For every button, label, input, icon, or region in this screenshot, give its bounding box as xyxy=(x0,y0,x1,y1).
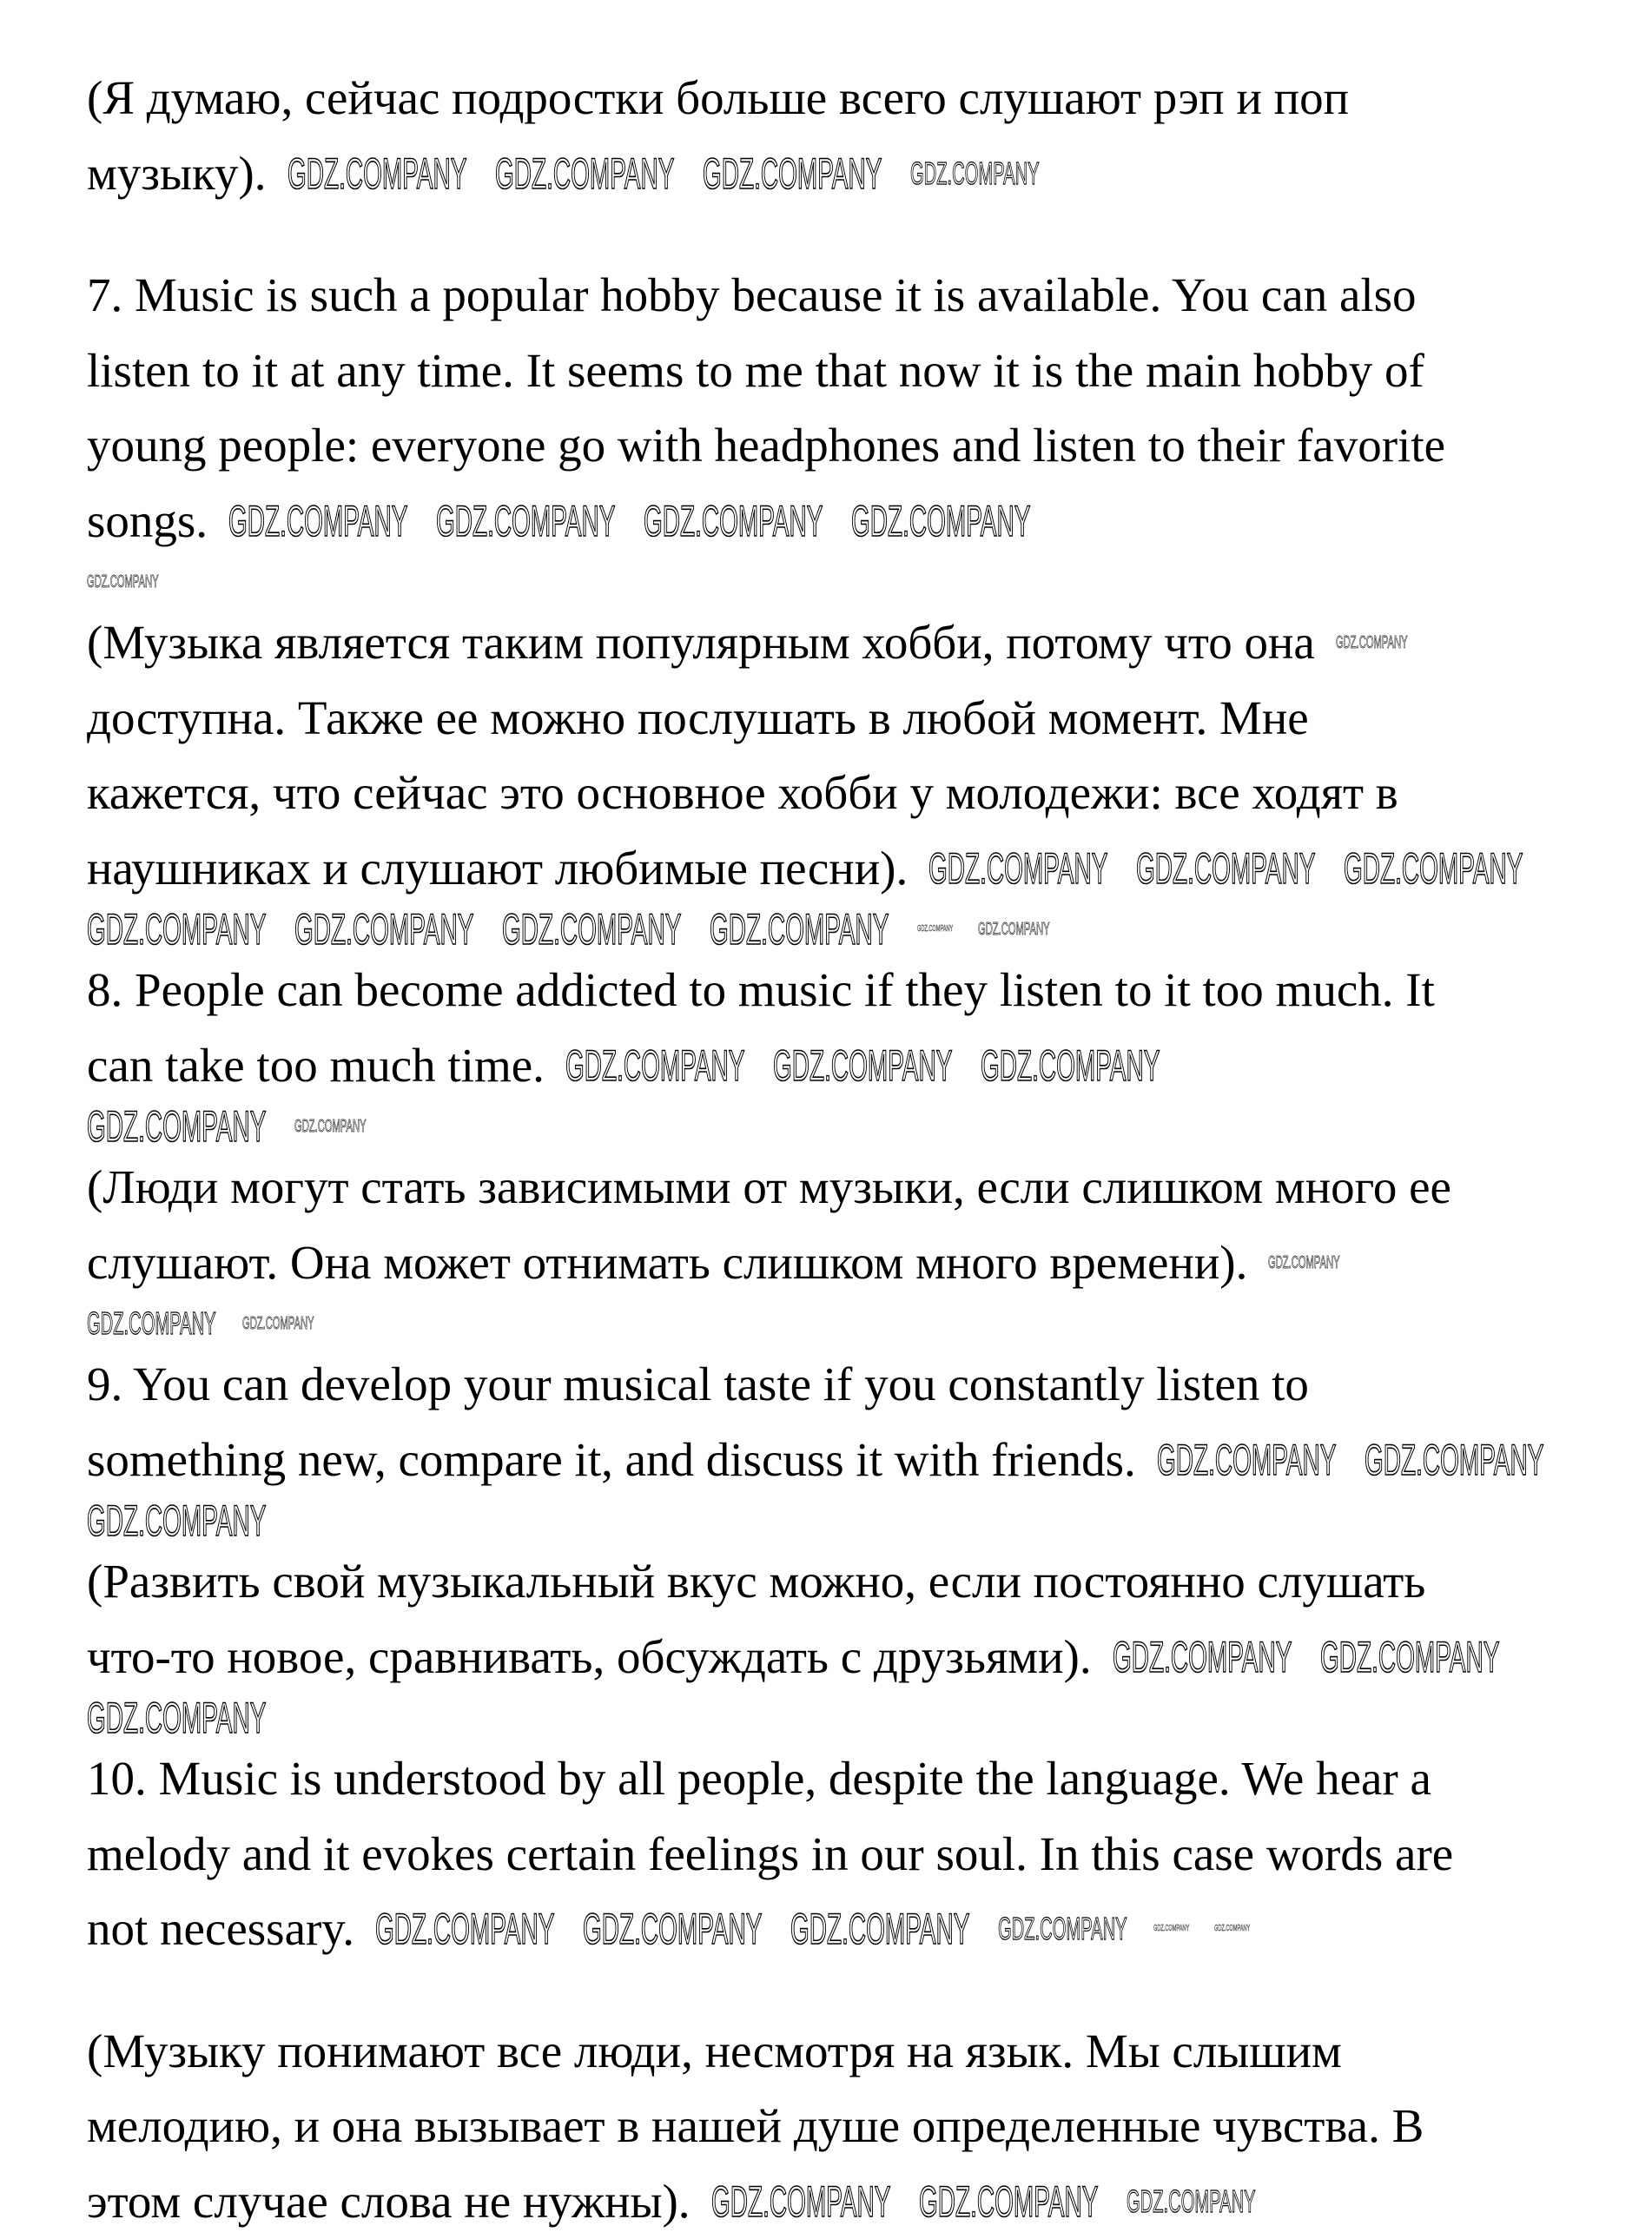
text-row xyxy=(87,1741,1633,1817)
watermark: GDZ.COMPANY xyxy=(228,499,407,543)
watermark: GDZ.COMPANY xyxy=(1344,847,1523,890)
watermark: GDZ.COMPANY xyxy=(87,908,266,951)
watermark-box xyxy=(1136,847,1323,890)
watermark-box xyxy=(1320,1635,1507,1679)
text-line: (Музыку понимают все люди, несмотря на язык. Мы слышим xyxy=(87,2014,1342,2090)
watermark-box xyxy=(87,1105,274,1148)
text-row xyxy=(87,953,1633,1028)
watermark: GDZ.COMPANY xyxy=(919,2180,1098,2223)
paragraph xyxy=(87,605,1633,906)
watermark-box xyxy=(710,908,896,951)
watermark-box xyxy=(294,1118,371,1135)
watermark: GDZ.COMPANY xyxy=(644,499,823,543)
watermark-box xyxy=(87,908,274,951)
watermark-box xyxy=(1336,634,1412,651)
watermark-box xyxy=(294,908,481,951)
text-line: melody and it evokes certain feelings in our soul. In this case words are xyxy=(87,1817,1453,1892)
text-row xyxy=(87,831,1633,907)
watermark: GDZ.COMPANY xyxy=(294,908,473,951)
watermark: GDZ.COMPANY xyxy=(1153,1925,1189,1933)
watermark: GDZ.COMPANY xyxy=(910,158,1040,189)
paragraph xyxy=(87,1150,1633,1300)
paragraph xyxy=(87,953,1633,1103)
paragraph xyxy=(87,1347,1633,1497)
text-line: доступна. Также ее можно послушать в любой момент. Мне xyxy=(87,681,1309,756)
text-line: 9. You can develop your musical taste if you constantly listen to xyxy=(87,1347,1309,1423)
watermark-row xyxy=(87,1300,1633,1347)
text-row xyxy=(87,2089,1633,2164)
paragraph xyxy=(87,1544,1633,1694)
text-row xyxy=(87,1225,1633,1301)
watermark-box xyxy=(919,2180,1106,2223)
paragraph xyxy=(87,258,1633,558)
watermark-box xyxy=(87,1696,274,1740)
watermark: GDZ.COMPANY xyxy=(790,1907,969,1951)
watermark: GDZ.COMPANY xyxy=(242,1315,314,1332)
text-line: 8. People can become addicted to music if they listen to it too much. It xyxy=(87,953,1435,1028)
watermark: GDZ.COMPANY xyxy=(1157,1438,1336,1482)
watermark-row xyxy=(87,1694,1633,1741)
text-row xyxy=(87,1423,1633,1498)
watermark-box xyxy=(978,921,1054,938)
watermark: GDZ.COMPANY xyxy=(287,152,466,195)
watermark-box xyxy=(981,1044,1167,1087)
text-line: songs. xyxy=(87,484,208,559)
watermark-box xyxy=(242,1315,319,1332)
watermark: GDZ.COMPANY xyxy=(928,847,1107,890)
text-row xyxy=(87,1544,1633,1620)
watermark: GDZ.COMPANY xyxy=(1113,1635,1292,1679)
watermark: GDZ.COMPANY xyxy=(1268,1254,1340,1271)
watermark: GDZ.COMPANY xyxy=(703,152,882,195)
watermark: GDZ.COMPANY xyxy=(495,152,674,195)
watermark-box xyxy=(228,499,415,543)
text-line: young people: everyone go with headphones and listen to their favorite xyxy=(87,408,1445,484)
watermark: GDZ.COMPANY xyxy=(294,1118,367,1135)
text-line: кажется, что сейчас это основное хобби у молодежи: все ходят в xyxy=(87,756,1398,831)
text-row xyxy=(87,1892,1633,1967)
watermark-box xyxy=(1365,1438,1551,1482)
text-row xyxy=(87,1620,1633,1695)
watermark-box xyxy=(87,1308,221,1339)
watermark-box xyxy=(87,1499,274,1542)
watermark-box xyxy=(436,499,623,543)
text-line: музыку). xyxy=(87,136,267,212)
watermark: GDZ.COMPANY xyxy=(87,1105,266,1148)
text-row xyxy=(87,2014,1633,2090)
watermark: GDZ.COMPANY xyxy=(917,925,953,934)
text-row xyxy=(87,1817,1633,1892)
text-row xyxy=(87,681,1633,756)
watermark: GDZ.COMPANY xyxy=(981,1044,1160,1087)
watermark-box xyxy=(998,1913,1133,1945)
text-row xyxy=(87,1028,1633,1104)
watermark-box xyxy=(773,1044,960,1087)
text-line: мелодию, и она вызывает в нашей душе определенные чувства. В xyxy=(87,2089,1424,2164)
text-row xyxy=(87,136,1633,212)
watermark-box xyxy=(375,1907,562,1951)
watermark-box xyxy=(87,573,163,591)
watermark-box xyxy=(565,1044,752,1087)
text-line: слушают. Она может отнимать слишком много времени). xyxy=(87,1225,1247,1301)
watermark: GDZ.COMPANY xyxy=(375,1907,554,1951)
watermark-box xyxy=(1344,847,1530,890)
watermark: GDZ.COMPANY xyxy=(502,908,681,951)
paragraph xyxy=(87,2014,1633,2239)
watermark-row xyxy=(87,1497,1633,1544)
text-line: наушниках и слушают любимые песни). xyxy=(87,831,908,907)
watermark-box xyxy=(1268,1254,1345,1271)
watermark-box xyxy=(928,847,1115,890)
text-line: (Развить свой музыкальный вкус можно, если постоянно слушать xyxy=(87,1544,1425,1620)
watermark-box xyxy=(287,152,474,195)
watermark: GDZ.COMPANY xyxy=(1336,634,1408,651)
watermark-box xyxy=(851,499,1038,543)
watermark-box xyxy=(790,1907,977,1951)
watermark: GDZ.COMPANY xyxy=(583,1907,762,1951)
text-line: 10. Music is understood by all people, despite the language. We hear a xyxy=(87,1741,1431,1817)
text-row xyxy=(87,756,1633,831)
text-row xyxy=(87,1150,1633,1225)
text-line: что-то новое, сравнивать, обсуждать с друзьями). xyxy=(87,1620,1092,1695)
watermark: GDZ.COMPANY xyxy=(773,1044,952,1087)
watermark: GDZ.COMPANY xyxy=(711,2180,890,2223)
watermark: GDZ.COMPANY xyxy=(1365,1438,1543,1482)
watermark: GDZ.COMPANY xyxy=(87,1499,266,1542)
watermark: GDZ.COMPANY xyxy=(1320,1635,1499,1679)
text-line: (Музыка является таким популярным хобби, потому что она xyxy=(87,605,1315,681)
text-line: (Люди могут стать зависимыми от музыки, если слишком много ее xyxy=(87,1150,1451,1225)
watermark-row xyxy=(87,1103,1633,1150)
watermark: GDZ.COMPANY xyxy=(978,921,1050,938)
text-row xyxy=(87,334,1633,409)
text-row xyxy=(87,2164,1633,2239)
watermark-box xyxy=(1157,1438,1344,1482)
text-row xyxy=(87,605,1633,681)
document-body xyxy=(87,61,1633,2239)
watermark-box xyxy=(502,908,689,951)
watermark-box xyxy=(917,925,957,934)
text-line: (Я думаю, сейчас подростки больше всего слушают рэп и поп xyxy=(87,61,1349,136)
watermark: GDZ.COMPANY xyxy=(710,908,889,951)
text-line: not necessary. xyxy=(87,1892,354,1967)
watermark-box xyxy=(1127,2186,1261,2217)
text-row xyxy=(87,1347,1633,1423)
text-row xyxy=(87,484,1633,559)
watermark-row xyxy=(87,906,1633,953)
watermark-box xyxy=(1153,1925,1193,1933)
text-line: 7. Music is such a popular hobby because it is available. You can also xyxy=(87,258,1417,334)
watermark-box xyxy=(1214,1925,1254,1933)
watermark: GDZ.COMPANY xyxy=(87,573,159,591)
watermark: GDZ.COMPANY xyxy=(998,1913,1127,1945)
text-row xyxy=(87,258,1633,334)
watermark-box xyxy=(495,152,682,195)
watermark-box xyxy=(910,158,1045,189)
watermark: GDZ.COMPANY xyxy=(851,499,1030,543)
watermark: GDZ.COMPANY xyxy=(1127,2186,1256,2217)
watermark-box xyxy=(711,2180,898,2223)
watermark: GDZ.COMPANY xyxy=(1136,847,1315,890)
text-row xyxy=(87,61,1633,136)
watermark-row xyxy=(87,1967,1633,2014)
text-line: something new, compare it, and discuss it with friends. xyxy=(87,1423,1136,1498)
watermark-row xyxy=(87,211,1633,258)
watermark: GDZ.COMPANY xyxy=(87,1696,266,1740)
text-line: listen to it at any time. It seems to me that now it is the main hobby of xyxy=(87,334,1424,409)
watermark-row xyxy=(87,558,1633,605)
watermark-box xyxy=(1113,1635,1299,1679)
watermark: GDZ.COMPANY xyxy=(565,1044,744,1087)
watermark-box xyxy=(583,1907,770,1951)
watermark: GDZ.COMPANY xyxy=(1214,1925,1250,1933)
watermark: GDZ.COMPANY xyxy=(87,1308,216,1339)
watermark-box xyxy=(703,152,889,195)
paragraph xyxy=(87,61,1633,211)
text-line: can take too much time. xyxy=(87,1028,545,1104)
paragraph xyxy=(87,1741,1633,1967)
text-line: этом случае слова не нужны). xyxy=(87,2164,691,2239)
watermark-box xyxy=(644,499,830,543)
watermark: GDZ.COMPANY xyxy=(436,499,615,543)
text-row xyxy=(87,408,1633,484)
